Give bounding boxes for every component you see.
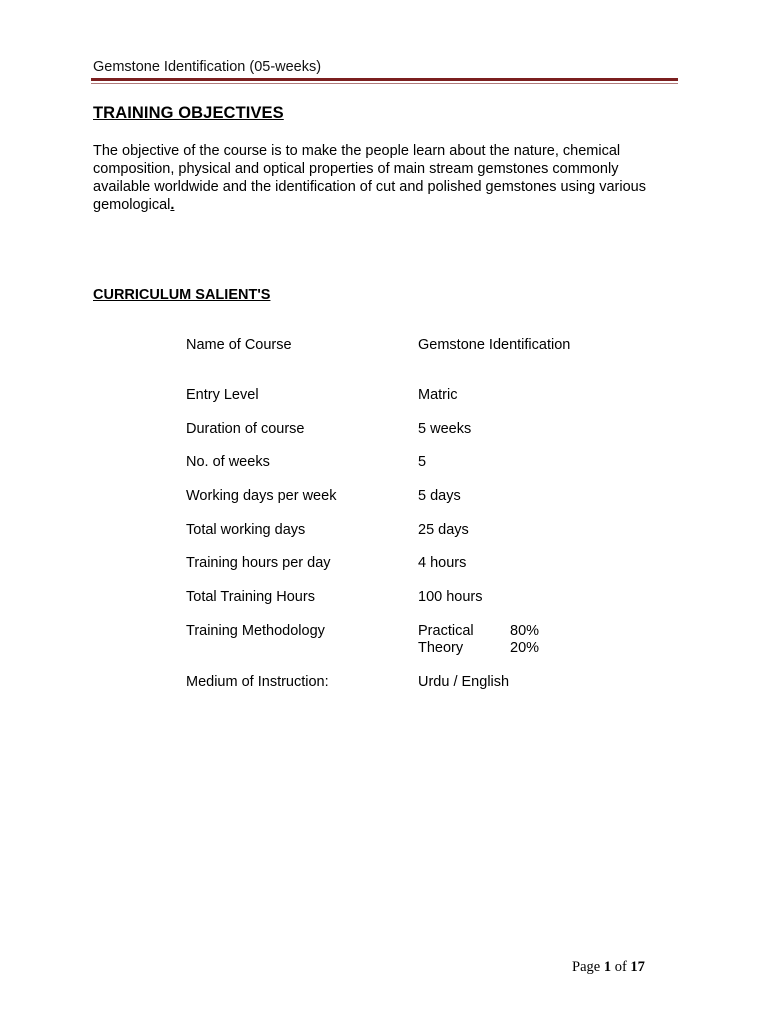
row-label: Entry Level [186, 387, 259, 403]
row-value: 100 hours [418, 589, 483, 605]
row-label: Total working days [186, 522, 306, 538]
header-rule [91, 78, 678, 81]
header-rule-thin [91, 83, 678, 84]
of-word: of [614, 959, 627, 975]
page-number [572, 959, 645, 976]
row-value: 5 days [418, 488, 461, 504]
methodology-theory: Theory [418, 640, 464, 656]
methodology-practical: Practical [418, 623, 474, 639]
row-label: Training hours per day [186, 555, 331, 571]
row-value: 5 [418, 454, 427, 470]
row-value: 25 days [418, 522, 469, 538]
objective-period: . [170, 197, 175, 213]
objective-paragraph [93, 142, 673, 214]
running-header: Gemstone Identification (05-weeks) [93, 59, 322, 75]
methodology-theory-share: 20% [510, 640, 540, 656]
training-objectives-heading: TRAINING OBJECTIVES [93, 104, 284, 122]
row-label: Name of Course [186, 337, 292, 353]
row-label: Working days per week [186, 488, 337, 504]
current-page: 1 [603, 959, 612, 975]
row-label: Medium of Instruction: [186, 674, 329, 690]
row-value: 4 hours [418, 555, 467, 571]
row-label: No. of weeks [186, 454, 270, 470]
row-value: Gemstone Identification [418, 337, 571, 353]
curriculum-heading: CURRICULUM SALIENT'S [93, 287, 271, 303]
objective-text: The objective of the course is to make the people learn about the nature, chemical composition, physical and optical properties of main stream gemstones commonly available worldwide and the identification of cut and polished gemstones using various gemological [93, 143, 646, 213]
row-value: 5 weeks [418, 421, 472, 437]
row-label: Total Training Hours [186, 589, 315, 605]
row-label: Training Methodology [186, 623, 325, 639]
methodology-practical-share: 80% [510, 623, 540, 639]
row-label: Duration of course [186, 421, 305, 437]
row-value: Matric [418, 387, 458, 403]
row-value: Urdu / English [418, 674, 510, 690]
total-pages: 17 [630, 959, 645, 975]
page-word: Page [572, 959, 601, 975]
